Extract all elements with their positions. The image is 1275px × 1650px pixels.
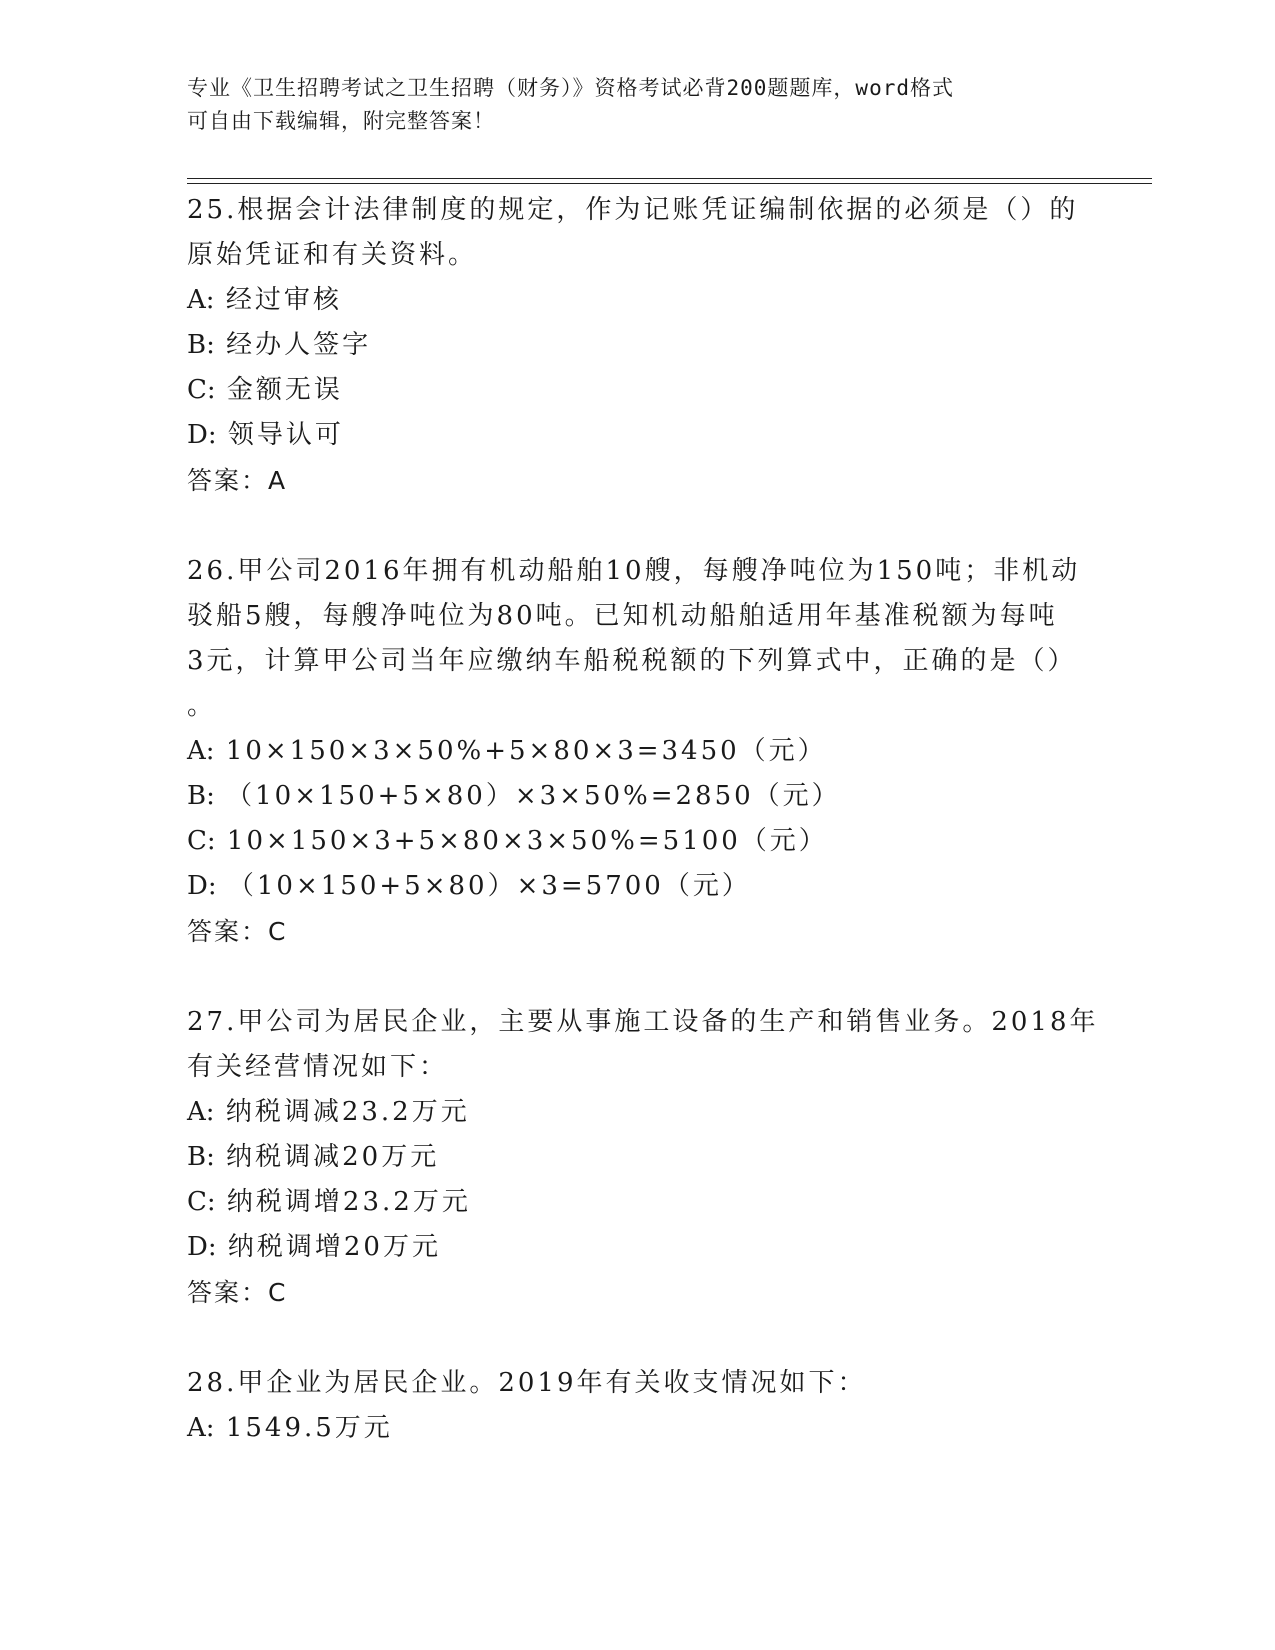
option-text: 纳税调减23.2万元 [225, 1097, 470, 1127]
option-letter: B: [187, 1142, 215, 1172]
option-a [187, 1090, 1087, 1135]
option-letter: A: [187, 1097, 215, 1127]
question-25 [187, 188, 1087, 503]
stem-line: 28.甲企业为居民企业。2019年有关收支情况如下： [187, 1368, 867, 1398]
option-text: 纳税调增23.2万元 [226, 1187, 471, 1217]
answer-line: 答案：C [187, 917, 288, 946]
option-c [187, 819, 1087, 864]
option-letter: D: [187, 871, 217, 901]
question-stem [187, 1000, 1099, 1090]
option-b [187, 1135, 1087, 1180]
option-letter: C: [187, 826, 216, 856]
option-c [187, 368, 1087, 413]
option-text: 10×150×3+5×80×3×50%=5100（元） [226, 826, 828, 856]
option-text: 金额无误 [226, 375, 343, 405]
option-text: 经过审核 [225, 285, 342, 315]
spacer [187, 503, 1087, 549]
option-text: 1549.5万元 [225, 1413, 393, 1443]
option-b [187, 323, 1087, 368]
option-b [187, 774, 1087, 819]
question-stem [187, 549, 1087, 729]
option-text: 纳税调增20万元 [227, 1232, 441, 1262]
option-letter: A: [187, 285, 215, 315]
stem-line: 原始凭证和有关资料。 [187, 240, 478, 270]
question-26 [187, 549, 1087, 954]
option-letter: B: [187, 330, 215, 360]
spacer [187, 1315, 1087, 1361]
option-text: 纳税调减20万元 [226, 1142, 440, 1172]
question-28 [187, 1361, 1087, 1451]
answer-line: 答案：A [187, 466, 288, 495]
stem-line: 有关经营情况如下： [187, 1052, 449, 1082]
stem-line: 驳船5艘，每艘净吨位为80吨。已知机动船舶适用年基准税额为每吨 [187, 601, 1058, 631]
stem-line: 25.根据会计法律制度的规定，作为记账凭证编制依据的必须是（）的 [187, 195, 1079, 225]
stem-line: 27.甲公司为居民企业，主要从事施工设备的生产和销售业务。2018年 [187, 1007, 1099, 1037]
question-list [187, 188, 1099, 1451]
spacer [187, 954, 1087, 1000]
document-header [187, 72, 1067, 138]
option-a [187, 1406, 1087, 1451]
option-a [187, 278, 1087, 323]
option-letter: A: [187, 1413, 215, 1443]
answer-line: 答案：C [187, 1278, 288, 1307]
question-27 [187, 1000, 1099, 1315]
option-letter: C: [187, 1187, 216, 1217]
header-divider-top [187, 178, 1152, 179]
option-letter: D: [187, 420, 217, 450]
stem-line: 26.甲公司2016年拥有机动船舶10艘，每艘净吨位为150吨；非机动 [187, 556, 1081, 586]
option-text: 经办人签字 [226, 330, 372, 360]
header-line-2: 可自由下载编辑，附完整答案！ [187, 109, 495, 133]
option-letter: B: [187, 781, 215, 811]
option-text: （10×150+5×80）×3=5700（元） [227, 871, 751, 901]
option-d [187, 864, 1087, 909]
option-d [187, 413, 1087, 458]
option-d [187, 1225, 1087, 1270]
header-divider-bottom [187, 183, 1152, 184]
question-stem [187, 188, 1087, 278]
header-line-1: 专业《卫生招聘考试之卫生招聘（财务）》资格考试必背200题题库，word格式 [187, 76, 954, 100]
option-text: 10×150×3×50%+5×80×3=3450（元） [225, 736, 827, 766]
option-a [187, 729, 1087, 774]
stem-line: 3元，计算甲公司当年应缴纳车船税税额的下列算式中，正确的是（） [187, 646, 1077, 676]
option-text: （10×150+5×80）×3×50%=2850（元） [226, 781, 841, 811]
question-stem [187, 1361, 1087, 1406]
option-text: 领导认可 [227, 420, 344, 450]
stem-line: 。 [187, 691, 217, 721]
option-letter: A: [187, 736, 215, 766]
option-letter: C: [187, 375, 216, 405]
option-c [187, 1180, 1087, 1225]
option-letter: D: [187, 1232, 217, 1262]
